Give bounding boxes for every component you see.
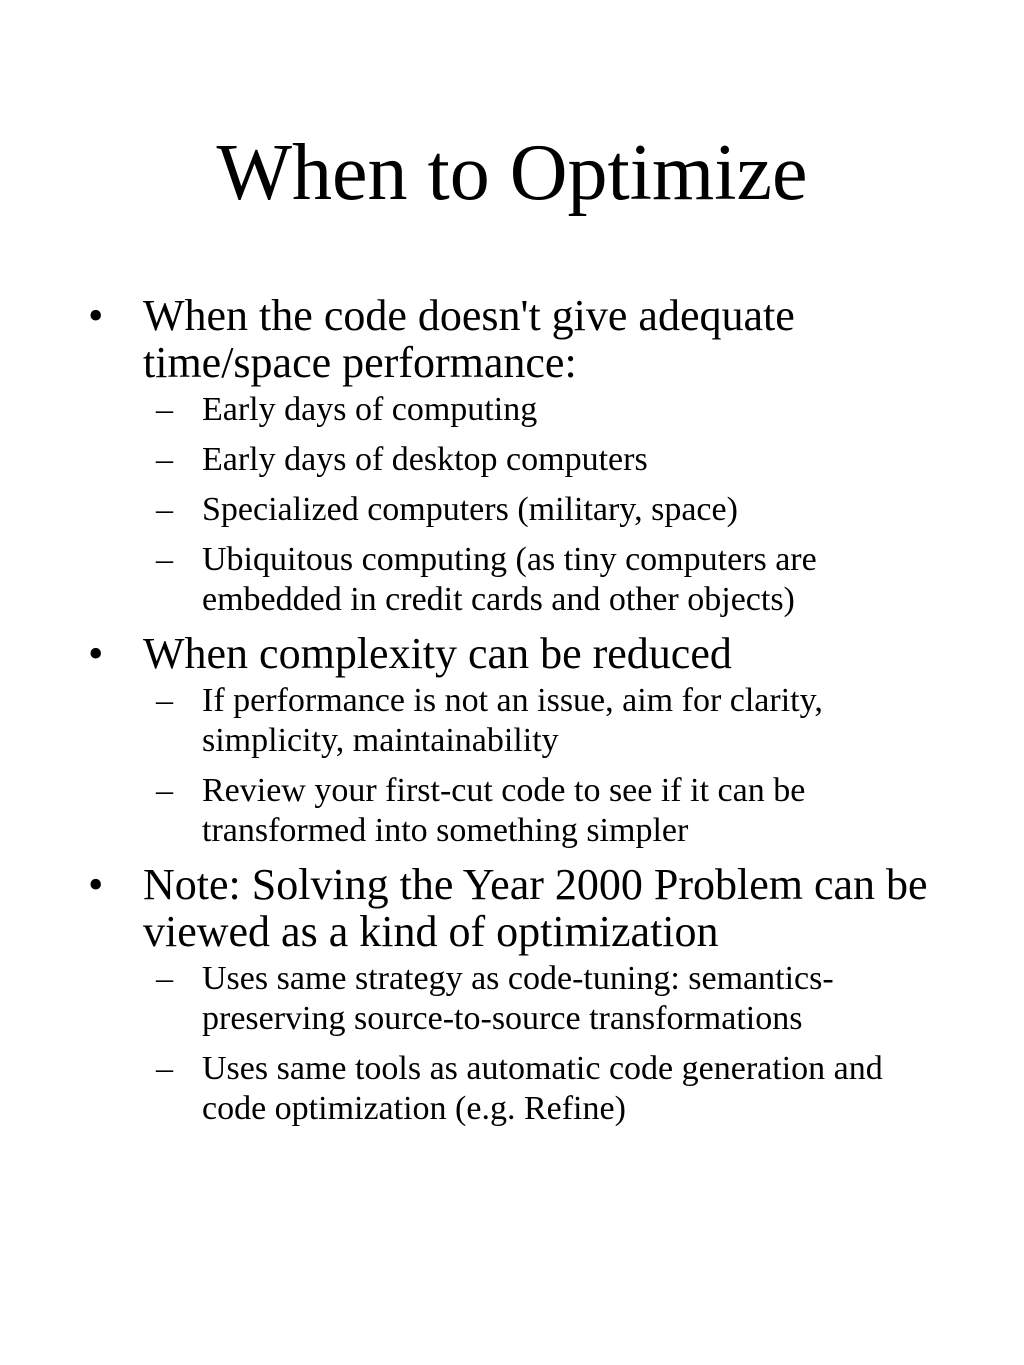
bullet-label: When the code doesn't give adequate time/space performance: — [143, 291, 795, 387]
dash-icon: – — [156, 772, 173, 809]
dash-icon: – — [156, 391, 173, 428]
bullet-item — [88, 861, 948, 1129]
sub-item — [88, 540, 948, 620]
sub-item-label: Uses same strategy as code-tuning: semantics-preserving source-to-source transformations — [202, 960, 834, 1037]
sub-item — [88, 771, 948, 851]
sub-item-label: If performance is not an issue, aim for clarity, simplicity, maintainability — [202, 682, 823, 759]
sub-item — [88, 1049, 948, 1129]
sub-item — [88, 681, 948, 761]
bullet-item — [88, 292, 948, 620]
bullet-label: When complexity can be reduced — [143, 629, 732, 678]
sub-list — [88, 390, 948, 620]
sub-item-label: Ubiquitous computing (as tiny computers are embedded in credit cards and other objects) — [202, 541, 817, 618]
bullet-label: Note: Solving the Year 2000 Problem can be viewed as a kind of optimization — [143, 860, 928, 956]
dash-icon: – — [156, 960, 173, 997]
sub-item-label: Early days of computing — [202, 391, 538, 428]
bullet-icon: • — [88, 291, 104, 340]
sub-item-label: Early days of desktop computers — [202, 441, 648, 478]
bullet-text — [88, 292, 948, 386]
bullet-item — [88, 630, 948, 851]
sub-item — [88, 440, 948, 480]
sub-item-label: Specialized computers (military, space) — [202, 491, 738, 528]
bullet-text — [88, 861, 948, 955]
bullet-list — [88, 292, 948, 1139]
dash-icon: – — [156, 491, 173, 528]
bullet-icon: • — [88, 860, 104, 909]
slide-title: When to Optimize — [216, 129, 808, 217]
sub-item-label: Uses same tools as automatic code generation and code optimization (e.g. Refine) — [202, 1050, 883, 1127]
dash-icon: – — [156, 682, 173, 719]
sub-item — [88, 959, 948, 1039]
dash-icon: – — [156, 541, 173, 578]
bullet-text — [88, 630, 948, 677]
sub-list — [88, 959, 948, 1129]
dash-icon: – — [156, 1050, 173, 1087]
sub-item-label: Review your first-cut code to see if it can be transformed into something simpler — [202, 772, 806, 849]
dash-icon: – — [156, 441, 173, 478]
bullet-icon: • — [88, 629, 104, 678]
sub-item — [88, 390, 948, 430]
sub-item — [88, 490, 948, 530]
sub-list — [88, 681, 948, 851]
